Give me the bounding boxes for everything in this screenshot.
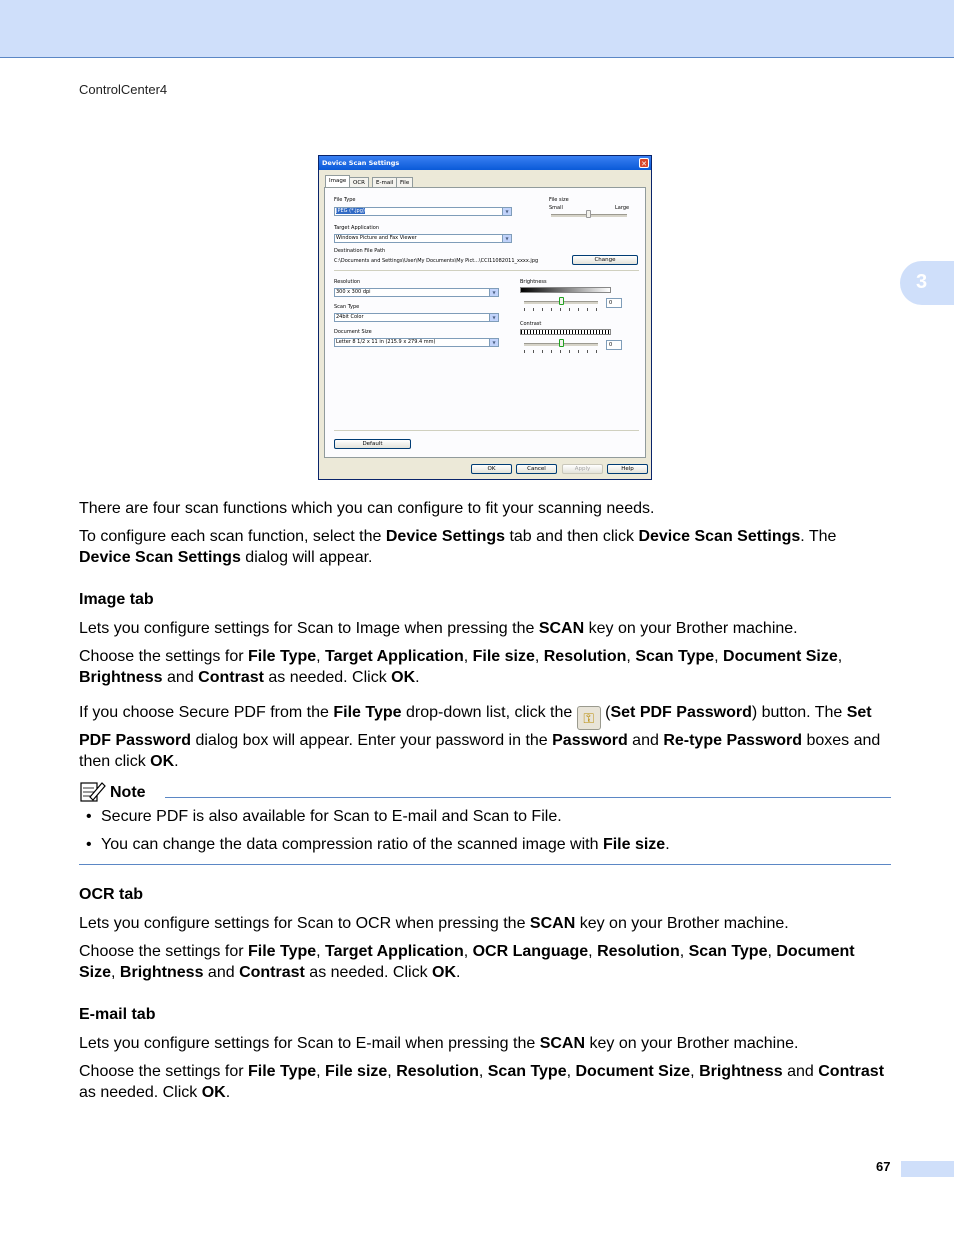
scan-type-select[interactable]: [334, 313, 499, 322]
cancel-button[interactable]: Cancel: [516, 464, 557, 474]
tab-ocr[interactable]: OCR: [349, 177, 369, 187]
dialog-titlebar: [319, 156, 651, 170]
doc-size-select[interactable]: [334, 338, 499, 347]
contrast-label: Contrast: [520, 321, 542, 327]
target-app-select[interactable]: [334, 234, 512, 243]
file-type-value: JPEG (*.jpg): [336, 208, 365, 214]
dialog-title: Device Scan Settings: [322, 159, 400, 167]
target-app-value: Windows Picture and Fax Viewer: [336, 235, 417, 241]
change-button[interactable]: Change: [572, 255, 638, 265]
brightness-label: Brightness: [520, 279, 547, 285]
chevron-down-icon: ▼: [489, 289, 498, 296]
brightness-slider-thumb[interactable]: [559, 297, 564, 305]
apply-button[interactable]: Apply: [562, 464, 603, 474]
note-item-1: • Secure PDF is also available for Scan to E-mail and Scan to File.: [86, 808, 562, 825]
email-tab-heading: E-mail tab: [79, 1006, 156, 1023]
header-band: [0, 0, 954, 58]
chapter-tab: [900, 261, 954, 305]
file-size-slider-thumb[interactable]: [586, 210, 591, 218]
running-header: ControlCenter4: [79, 82, 168, 97]
tab-email[interactable]: E-mail: [372, 177, 397, 187]
ocr-paragraph-1: Lets you configure settings for Scan to OCR when pressing the SCAN key on your Brother machine.: [79, 915, 789, 932]
note-rule-top: [165, 797, 891, 798]
file-type-label: File Type: [334, 197, 356, 203]
default-button[interactable]: Default: [334, 439, 411, 449]
doc-size-label: Document Size: [334, 329, 372, 335]
note-rule-bottom: [79, 864, 891, 865]
file-size-large-label: Large: [615, 205, 630, 211]
contrast-ticks: [524, 350, 599, 353]
ok-button[interactable]: OK: [471, 464, 512, 474]
note-item-2: • You can change the data compression ratio of the scanned image with File size.: [86, 836, 670, 853]
scan-type-label: Scan Type: [334, 304, 360, 310]
resolution-value: 300 x 300 dpi: [336, 289, 371, 295]
close-icon[interactable]: ✕: [639, 158, 649, 168]
contrast-pattern: [520, 329, 611, 335]
file-size-label: File size: [549, 197, 569, 203]
page-number-bar: [901, 1161, 954, 1177]
ocr-tab-heading: OCR tab: [79, 886, 143, 903]
dest-path-label: Destination File Path: [334, 248, 386, 254]
file-size-small-label: Small: [549, 205, 563, 211]
note-pencil-icon: [80, 780, 106, 802]
page-number: 67: [876, 1159, 891, 1174]
scan-type-value: 24bit Color: [336, 314, 364, 320]
email-paragraph-1: Lets you configure settings for Scan to E-mail when pressing the SCAN key on your Brother machine.: [79, 1035, 799, 1052]
brightness-gradient: [520, 287, 611, 293]
contrast-slider-thumb[interactable]: [559, 339, 564, 347]
brightness-ticks: [524, 308, 599, 311]
tab-file[interactable]: File: [396, 177, 413, 187]
contrast-input[interactable]: 0: [606, 340, 622, 350]
email-paragraph-2: Choose the settings for File Type, File size, Resolution, Scan Type, Document Size, Brightness and Contrast as needed. Click OK.: [79, 1063, 885, 1101]
key-icon: ⚿: [577, 706, 601, 730]
note-label: Note: [110, 784, 146, 801]
brightness-input[interactable]: 0: [606, 298, 622, 308]
config-paragraph: To configure each scan function, select the Device Settings tab and then click Device Scan Settings. The Device Scan Settings dialog will appear.: [79, 528, 837, 566]
chevron-down-icon: ▼: [489, 339, 498, 346]
image-paragraph-2: Choose the settings for File Type, Target Application, File size, Resolution, Scan Type, Document Size, Brightness and Contrast as needed. Click OK.: [79, 648, 843, 686]
dest-path-value: C:\Documents and Settings\User\My Documents\My Pict...\CCI11082011_xxxx.jpg: [334, 258, 539, 264]
chapter-number: 3: [916, 271, 928, 293]
image-tab-heading: Image tab: [79, 591, 154, 608]
doc-size-value: Letter 8 1/2 x 11 in (215.9 x 279.4 mm): [336, 339, 436, 345]
help-button[interactable]: Help: [607, 464, 648, 474]
divider: [334, 430, 639, 431]
ocr-paragraph-2: Choose the settings for File Type, Target Application, OCR Language, Resolution, Scan Type, Document Size, Brightness and Contrast as needed. Click OK.: [79, 943, 855, 981]
chevron-down-icon: ▼: [502, 235, 511, 242]
intro-paragraph: There are four scan functions which you can configure to fit your scanning needs.: [79, 500, 655, 517]
image-paragraph-1: Lets you configure settings for Scan to Image when pressing the SCAN key on your Brother machine.: [79, 620, 798, 637]
divider: [334, 270, 639, 271]
file-type-select[interactable]: [334, 207, 512, 216]
resolution-select[interactable]: [334, 288, 499, 297]
target-app-label: Target Application: [334, 225, 379, 231]
chevron-down-icon: ▼: [489, 314, 498, 321]
resolution-label: Resolution: [334, 279, 361, 285]
device-scan-settings-dialog: [318, 155, 652, 480]
tab-image[interactable]: Image: [325, 175, 350, 188]
image-tab-panel: [324, 187, 646, 458]
pdf-paragraph: If you choose Secure PDF from the File Type drop-down list, click the ⚿ (Set PDF Password) button. The Set PDF Password dialog box will appear. Enter your password in the Password and Re-type Password boxes and then click OK.: [79, 704, 881, 770]
chevron-down-icon: ▼: [502, 208, 511, 215]
